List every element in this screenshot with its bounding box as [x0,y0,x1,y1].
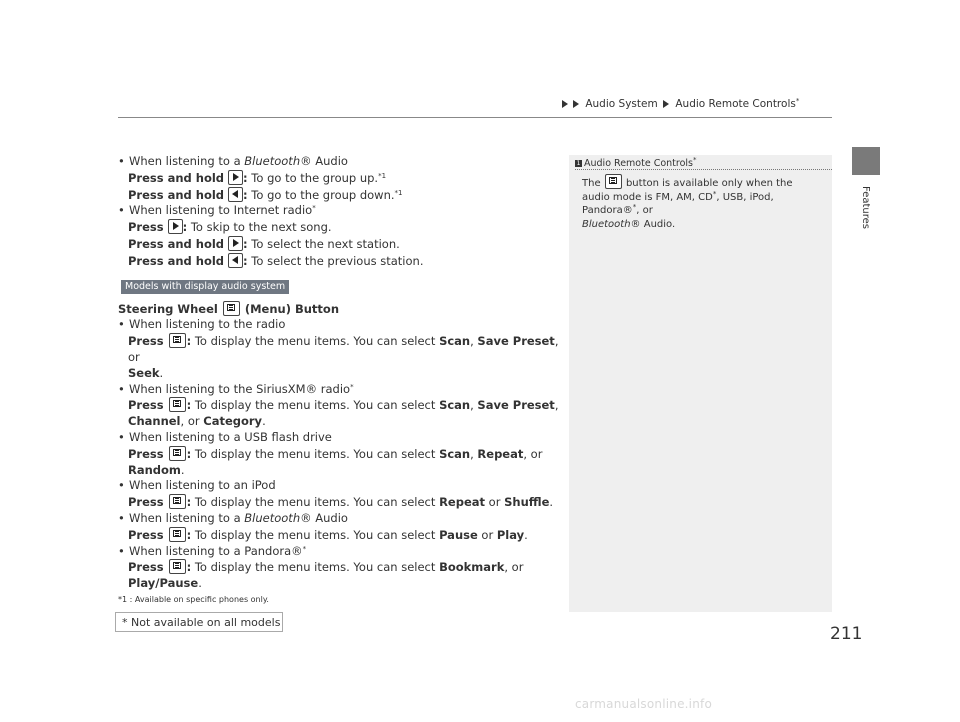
bt-menu-line: Press : To display the menu items. You can select Pause or Play. [128,527,528,542]
menu-button-icon [605,174,622,189]
usb-menu-line: Press : To display the menu items. You can select Scan, Repeat, or Random. [128,446,543,477]
bluetooth-audio-item: • When listening to a Bluetooth® Audio [118,154,563,170]
availability-note: * Not available on all models [115,612,283,632]
radio-item: • When listening to the radio [118,317,563,333]
radio-menu-line: Press : To display the menu items. You can select Scan, Save Preset, or [128,334,559,364]
menu-button-icon [169,397,186,412]
breadcrumb [560,98,799,110]
section-heading: Steering Wheel (Menu) Button [118,301,340,316]
breadcrumb-audio-remote-controls: Audio Remote Controls [675,98,796,110]
triangle-right-icon [573,100,579,108]
inet-skip-line: Press : To skip to the next song. [128,220,332,235]
main-content [118,154,563,592]
menu-button-icon [169,446,186,461]
menu-button-icon [223,301,240,316]
bluetooth-audio-item-2: • When listening to a Bluetooth® Audio [118,511,563,527]
pandora-menu-line: Press : To display the menu items. You can select Bookmark, or Play/Pause. [128,560,524,591]
chapter-label: Features [860,186,871,229]
siriusxm-item: • When listening to the SiriusXM® radio* [118,382,563,398]
skip-left-icon [228,187,243,202]
siriusxm-menu-line-2: Channel, or Category. [128,414,266,429]
triangle-right-icon [562,100,568,108]
ipod-menu-line: Press : To display the menu items. You can select Repeat or Shuffle. [128,495,554,510]
ipod-item: • When listening to an iPod [118,478,563,494]
bt-group-up-line: Press and hold : To go to the group up.$^{*1}$ [128,170,387,185]
menu-button-icon [169,527,186,542]
breadcrumb-audio-system: Audio System [585,98,658,110]
siriusxm-menu-line: Press : To display the menu items. You can select Scan, Save Preset, [128,398,559,413]
watermark: carmanualsonline.info [575,697,712,711]
sidebar-divider [575,169,832,170]
usb-item: • When listening to a USB flash drive [118,430,563,446]
menu-button-icon [169,559,186,574]
skip-right-icon [168,219,183,234]
not-available-star: * [795,97,800,105]
bt-group-down-line: Press and hold : To go to the group down.$^{*1}$ [128,187,403,202]
sidebar-body: The button is available only when the audio mode is FM, AM, CD*, USB, iPod, Pandora®*, or Bluetooth® Audio. [582,174,818,231]
menu-button-icon [169,494,186,509]
internet-radio-item: • When listening to Internet radio* [118,203,563,219]
triangle-right-icon [663,100,669,108]
chapter-tab [852,147,880,175]
reference-mark-icon: 1 [576,160,581,167]
menu-button-icon [169,333,186,348]
pandora-item: • When listening to a Pandora®* [118,544,563,560]
radio-menu-line-2: Seek. [128,365,164,380]
inet-prev-station-line: Press and hold : To select the previous station. [128,253,424,268]
skip-right-icon [228,236,243,251]
sidebar-heading: 1 Audio Remote Controls* [576,156,697,169]
inet-next-station-line: Press and hold : To select the next station. [128,236,400,251]
footnote: *1 : Available on specific phones only. [118,595,269,604]
skip-left-icon [228,253,243,268]
skip-right-icon [228,170,243,185]
page-number: 211 [830,624,863,644]
header-divider [118,117,832,118]
model-tag: Models with display audio system [121,280,289,294]
